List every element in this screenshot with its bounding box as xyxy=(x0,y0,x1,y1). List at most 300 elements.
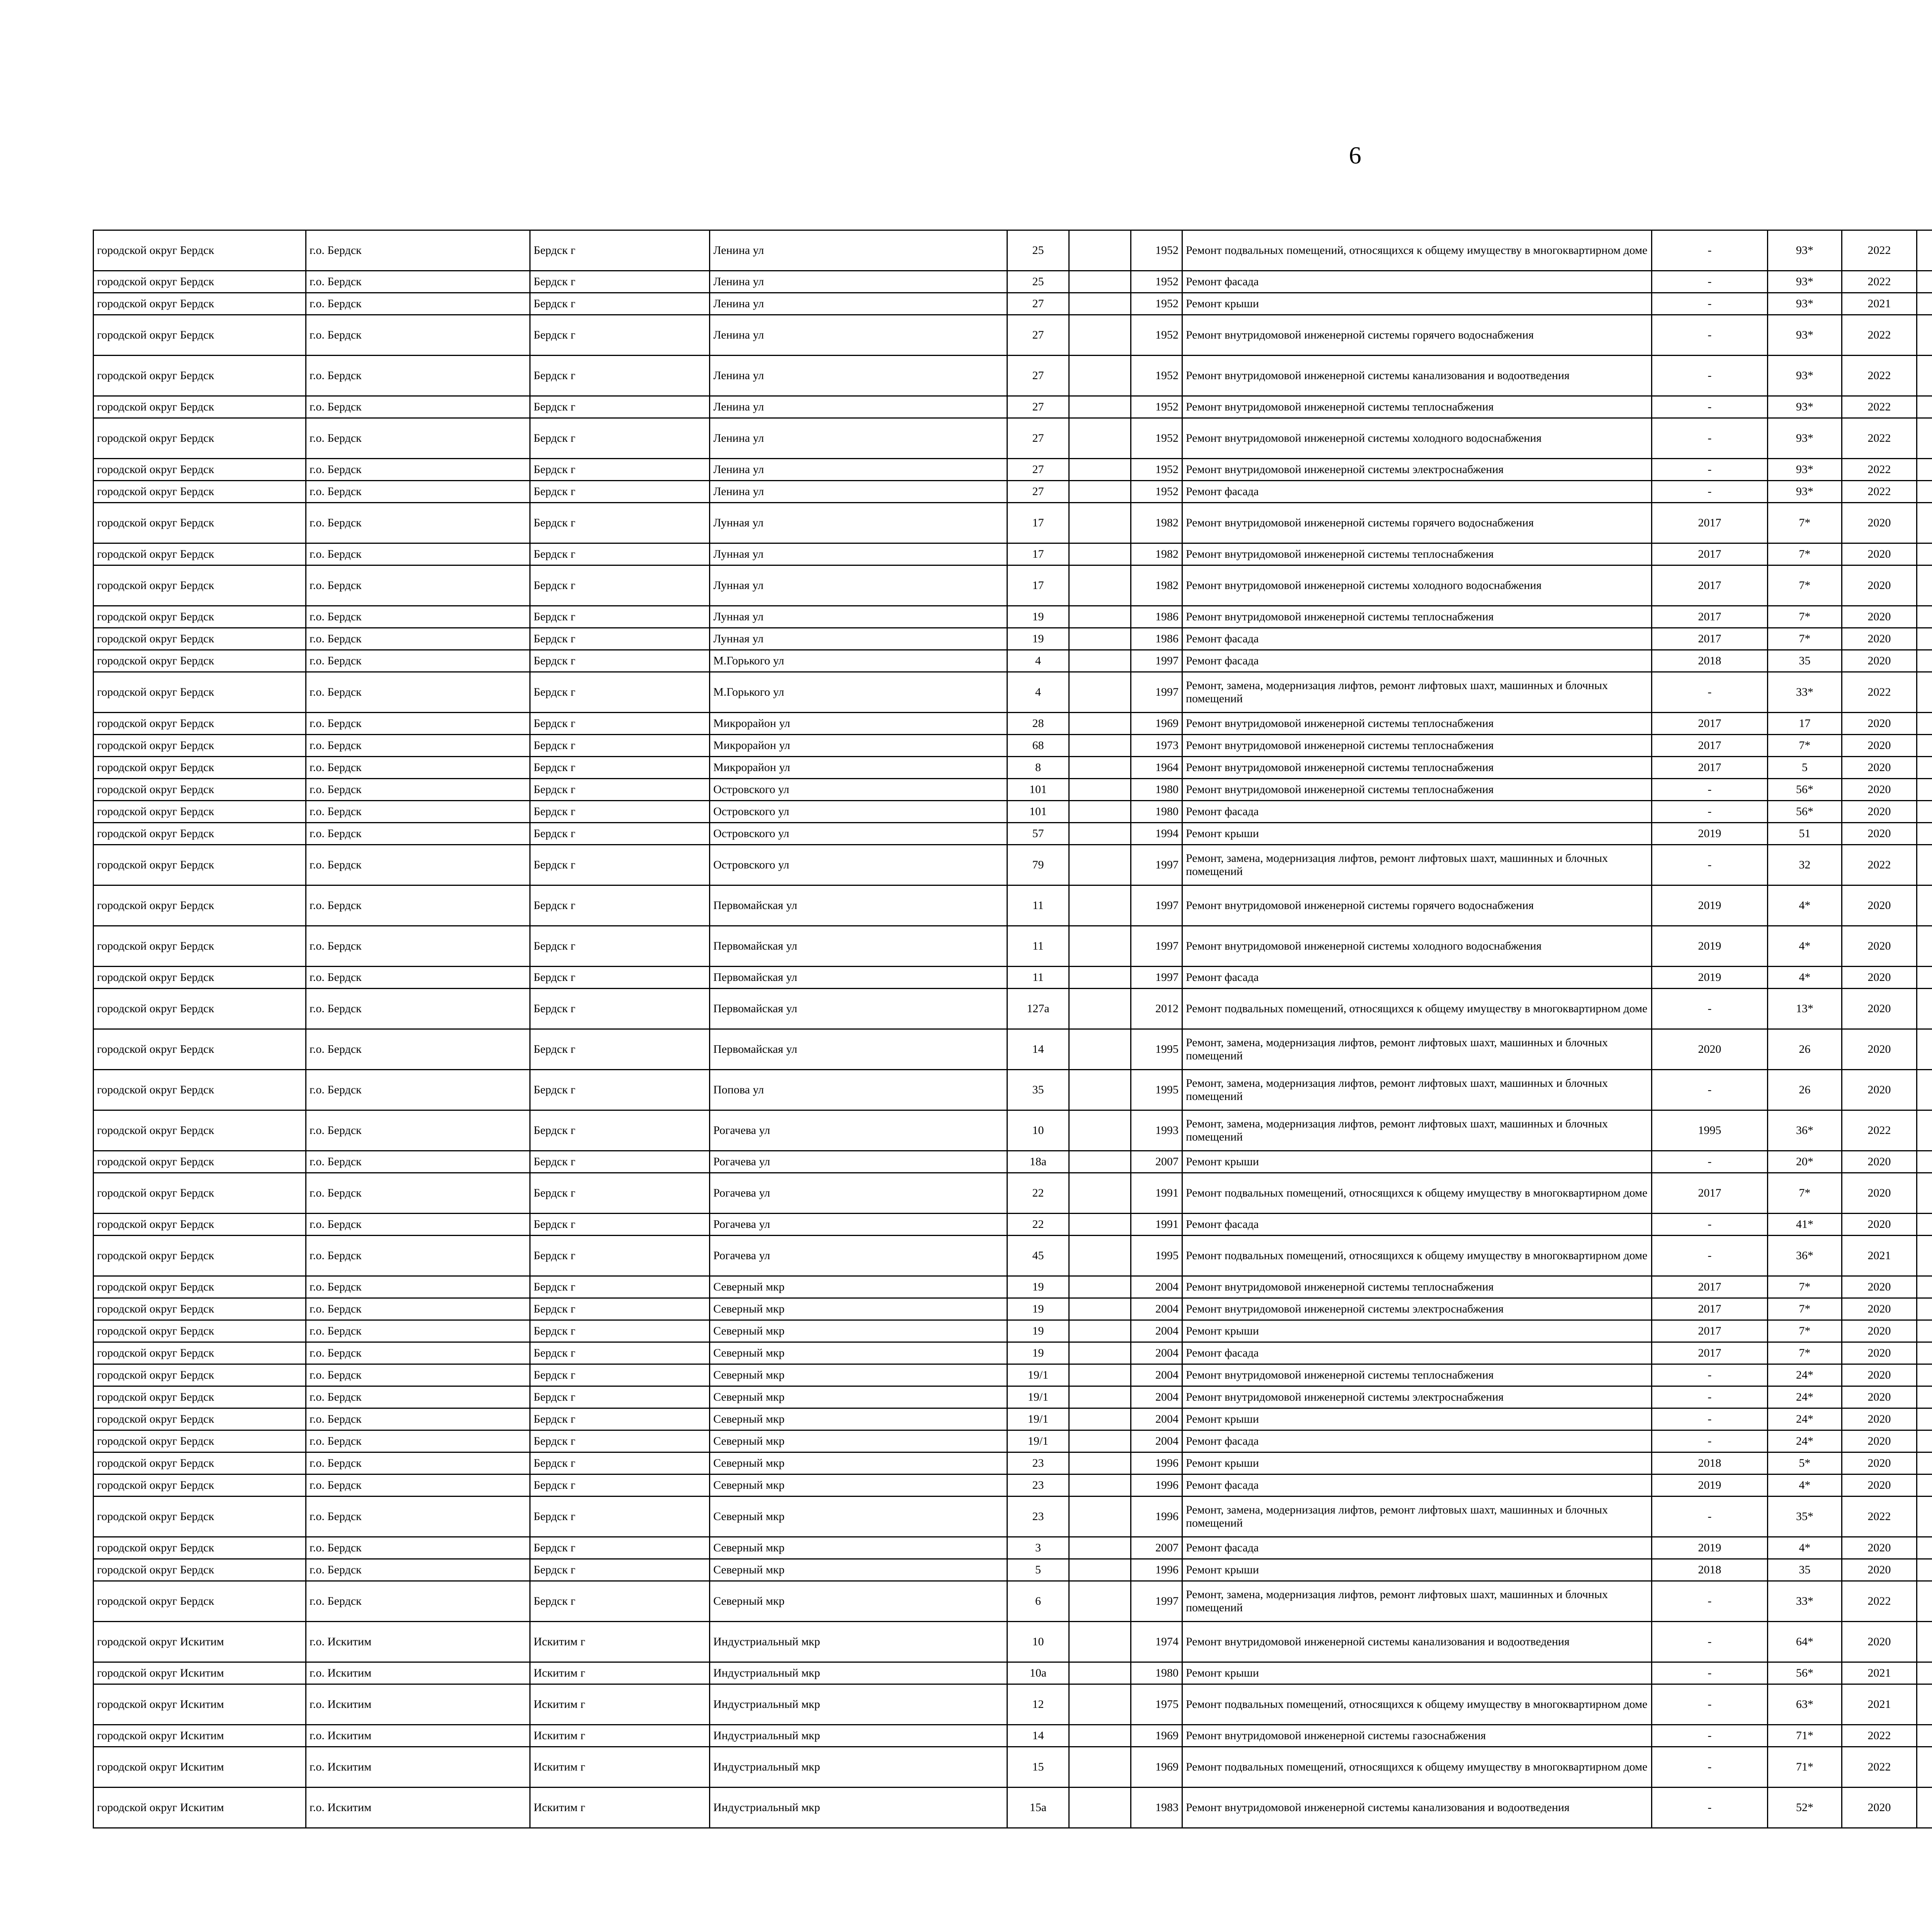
work-type-cell: Ремонт внутридомовой инженерной системы электроснабжения xyxy=(1182,459,1652,481)
end-year-cell xyxy=(1917,356,1932,396)
work-type-cell: Ремонт внутридомовой инженерной системы теплоснабжения xyxy=(1182,735,1652,757)
year-built-cell: 2004 xyxy=(1131,1276,1182,1298)
end-year-cell xyxy=(1917,1788,1932,1828)
end-year-cell xyxy=(1917,1430,1932,1452)
work-type-cell: Ремонт крыши xyxy=(1182,1452,1652,1474)
house-number-cell: 45 xyxy=(1007,1236,1069,1276)
wear-percent-cell: 93* xyxy=(1768,459,1842,481)
settlement-cell: Искитим г xyxy=(530,1662,710,1684)
year-built-cell: 2004 xyxy=(1131,1408,1182,1430)
wear-percent-cell: 7* xyxy=(1768,1173,1842,1214)
last-repair-year-cell: 2017 xyxy=(1652,543,1768,565)
wear-percent-cell: 7* xyxy=(1768,1342,1842,1364)
district-cell: г.о. Бердск xyxy=(306,396,530,418)
wear-percent-cell: 35* xyxy=(1768,1496,1842,1537)
street-cell: Индустриальный мкр xyxy=(710,1622,1007,1662)
last-repair-year-cell: - xyxy=(1652,1747,1768,1788)
wear-percent-cell: 71* xyxy=(1768,1747,1842,1788)
wear-percent-cell: 7* xyxy=(1768,565,1842,606)
work-type-cell: Ремонт крыши xyxy=(1182,1151,1652,1173)
end-year-cell xyxy=(1917,1276,1932,1298)
table-body xyxy=(94,230,1932,1828)
year-built-cell: 1995 xyxy=(1131,1236,1182,1276)
last-repair-year-cell: - xyxy=(1652,1214,1768,1236)
house-number-cell: 15а xyxy=(1007,1788,1069,1828)
municipality-cell: городской округ Бердск xyxy=(94,1320,306,1342)
wear-percent-cell: 20* xyxy=(1768,1151,1842,1173)
settlement-cell: Бердск г xyxy=(530,1029,710,1070)
district-cell: г.о. Бердск xyxy=(306,845,530,885)
last-repair-year-cell: - xyxy=(1652,1581,1768,1622)
wear-percent-cell: 71* xyxy=(1768,1725,1842,1747)
building-cell xyxy=(1069,315,1131,356)
settlement-cell: Бердск г xyxy=(530,1342,710,1364)
building-cell xyxy=(1069,459,1131,481)
year-built-cell: 1952 xyxy=(1131,356,1182,396)
start-year-cell: 2020 xyxy=(1842,823,1917,845)
wear-percent-cell: 17 xyxy=(1768,713,1842,735)
street-cell: Рогачева ул xyxy=(710,1151,1007,1173)
start-year-cell: 2020 xyxy=(1842,628,1917,650)
building-cell xyxy=(1069,989,1131,1029)
house-number-cell: 28 xyxy=(1007,713,1069,735)
settlement-cell: Бердск г xyxy=(530,481,710,503)
building-cell xyxy=(1069,735,1131,757)
building-cell xyxy=(1069,1408,1131,1430)
start-year-cell: 2020 xyxy=(1842,1151,1917,1173)
house-number-cell: 18а xyxy=(1007,1151,1069,1173)
end-year-cell xyxy=(1917,967,1932,989)
wear-percent-cell: 93* xyxy=(1768,230,1842,271)
start-year-cell: 2020 xyxy=(1842,1173,1917,1214)
last-repair-year-cell: - xyxy=(1652,1236,1768,1276)
street-cell: Микрорайон ул xyxy=(710,757,1007,779)
street-cell: М.Горького ул xyxy=(710,650,1007,672)
building-cell xyxy=(1069,823,1131,845)
settlement-cell: Искитим г xyxy=(530,1684,710,1725)
house-number-cell: 27 xyxy=(1007,315,1069,356)
district-cell: г.о. Искитим xyxy=(306,1788,530,1828)
table-row xyxy=(94,1029,1932,1070)
end-year-cell xyxy=(1917,1622,1932,1662)
end-year-cell xyxy=(1917,926,1932,967)
house-number-cell: 12 xyxy=(1007,1684,1069,1725)
wear-percent-cell: 63* xyxy=(1768,1684,1842,1725)
building-cell xyxy=(1069,606,1131,628)
last-repair-year-cell: - xyxy=(1652,1622,1768,1662)
wear-percent-cell: 24* xyxy=(1768,1430,1842,1452)
work-type-cell: Ремонт внутридомовой инженерной системы горячего водоснабжения xyxy=(1182,503,1652,543)
end-year-cell xyxy=(1917,315,1932,356)
settlement-cell: Бердск г xyxy=(530,967,710,989)
building-cell xyxy=(1069,1214,1131,1236)
district-cell: г.о. Искитим xyxy=(306,1662,530,1684)
street-cell: Островского ул xyxy=(710,823,1007,845)
wear-percent-cell: 7* xyxy=(1768,503,1842,543)
work-type-cell: Ремонт, замена, модернизация лифтов, ремонт лифтовых шахт, машинных и блочных помещений xyxy=(1182,845,1652,885)
district-cell: г.о. Бердск xyxy=(306,503,530,543)
street-cell: Лунная ул xyxy=(710,503,1007,543)
start-year-cell: 2020 xyxy=(1842,503,1917,543)
table-row xyxy=(94,967,1932,989)
work-type-cell: Ремонт внутридомовой инженерной системы холодного водоснабжения xyxy=(1182,418,1652,459)
start-year-cell: 2020 xyxy=(1842,1537,1917,1559)
year-built-cell: 2007 xyxy=(1131,1151,1182,1173)
building-cell xyxy=(1069,1474,1131,1496)
settlement-cell: Бердск г xyxy=(530,565,710,606)
table-row xyxy=(94,481,1932,503)
municipality-cell: городской округ Бердск xyxy=(94,418,306,459)
work-type-cell: Ремонт, замена, модернизация лифтов, ремонт лифтовых шахт, машинных и блочных помещений xyxy=(1182,672,1652,713)
house-number-cell: 22 xyxy=(1007,1173,1069,1214)
district-cell: г.о. Бердск xyxy=(306,481,530,503)
end-year-cell xyxy=(1917,801,1932,823)
end-year-cell xyxy=(1917,823,1932,845)
last-repair-year-cell: - xyxy=(1652,396,1768,418)
end-year-cell xyxy=(1917,779,1932,801)
house-number-cell: 27 xyxy=(1007,396,1069,418)
last-repair-year-cell: - xyxy=(1652,271,1768,293)
table-row xyxy=(94,565,1932,606)
end-year-cell xyxy=(1917,650,1932,672)
start-year-cell: 2021 xyxy=(1842,1684,1917,1725)
end-year-cell xyxy=(1917,672,1932,713)
house-number-cell: 27 xyxy=(1007,481,1069,503)
building-cell xyxy=(1069,1386,1131,1408)
municipality-cell: городской округ Бердск xyxy=(94,735,306,757)
building-cell xyxy=(1069,1496,1131,1537)
start-year-cell: 2022 xyxy=(1842,672,1917,713)
district-cell: г.о. Бердск xyxy=(306,1559,530,1581)
settlement-cell: Бердск г xyxy=(530,1430,710,1452)
municipality-cell: городской округ Бердск xyxy=(94,1386,306,1408)
year-built-cell: 1997 xyxy=(1131,885,1182,926)
table-row xyxy=(94,271,1932,293)
district-cell: г.о. Бердск xyxy=(306,967,530,989)
start-year-cell: 2022 xyxy=(1842,845,1917,885)
start-year-cell: 2022 xyxy=(1842,356,1917,396)
year-built-cell: 1997 xyxy=(1131,967,1182,989)
street-cell: Лунная ул xyxy=(710,543,1007,565)
district-cell: г.о. Бердск xyxy=(306,823,530,845)
settlement-cell: Бердск г xyxy=(530,672,710,713)
building-cell xyxy=(1069,628,1131,650)
wear-percent-cell: 4* xyxy=(1768,1474,1842,1496)
house-number-cell: 15 xyxy=(1007,1747,1069,1788)
year-built-cell: 1997 xyxy=(1131,845,1182,885)
start-year-cell: 2022 xyxy=(1842,418,1917,459)
municipality-cell: городской округ Бердск xyxy=(94,271,306,293)
street-cell: Рогачева ул xyxy=(710,1236,1007,1276)
year-built-cell: 1983 xyxy=(1131,1788,1182,1828)
building-cell xyxy=(1069,565,1131,606)
end-year-cell xyxy=(1917,1320,1932,1342)
work-type-cell: Ремонт подвальных помещений, относящихся к общему имуществу в многоквартирном доме xyxy=(1182,989,1652,1029)
building-cell xyxy=(1069,713,1131,735)
work-type-cell: Ремонт внутридомовой инженерной системы теплоснабжения xyxy=(1182,779,1652,801)
wear-percent-cell: 4* xyxy=(1768,1537,1842,1559)
settlement-cell: Бердск г xyxy=(530,650,710,672)
house-number-cell: 17 xyxy=(1007,543,1069,565)
house-number-cell: 17 xyxy=(1007,565,1069,606)
table-row xyxy=(94,1298,1932,1320)
start-year-cell: 2022 xyxy=(1842,315,1917,356)
wear-percent-cell: 56* xyxy=(1768,801,1842,823)
year-built-cell: 1996 xyxy=(1131,1559,1182,1581)
building-cell xyxy=(1069,1581,1131,1622)
street-cell: Северный мкр xyxy=(710,1496,1007,1537)
work-type-cell: Ремонт крыши xyxy=(1182,1662,1652,1684)
building-cell xyxy=(1069,926,1131,967)
street-cell: Лунная ул xyxy=(710,565,1007,606)
district-cell: г.о. Бердск xyxy=(306,1408,530,1430)
building-cell xyxy=(1069,672,1131,713)
municipality-cell: городской округ Бердск xyxy=(94,1452,306,1474)
table-row xyxy=(94,1581,1932,1622)
last-repair-year-cell: - xyxy=(1652,1662,1768,1684)
district-cell: г.о. Бердск xyxy=(306,459,530,481)
year-built-cell: 1952 xyxy=(1131,418,1182,459)
district-cell: г.о. Бердск xyxy=(306,356,530,396)
street-cell: Островского ул xyxy=(710,845,1007,885)
year-built-cell: 1980 xyxy=(1131,779,1182,801)
end-year-cell xyxy=(1917,989,1932,1029)
work-type-cell: Ремонт внутридомовой инженерной системы электроснабжения xyxy=(1182,1386,1652,1408)
work-type-cell: Ремонт подвальных помещений, относящихся к общему имуществу в многоквартирном доме xyxy=(1182,1747,1652,1788)
work-type-cell: Ремонт внутридомовой инженерной системы холодного водоснабжения xyxy=(1182,926,1652,967)
table-row xyxy=(94,1747,1932,1788)
street-cell: Первомайская ул xyxy=(710,1029,1007,1070)
year-built-cell: 1975 xyxy=(1131,1684,1182,1725)
street-cell: Северный мкр xyxy=(710,1559,1007,1581)
table-row xyxy=(94,1474,1932,1496)
district-cell: г.о. Бердск xyxy=(306,1276,530,1298)
settlement-cell: Бердск г xyxy=(530,293,710,315)
year-built-cell: 1997 xyxy=(1131,926,1182,967)
repair-program-table-wrap xyxy=(93,230,1932,1828)
street-cell: Островского ул xyxy=(710,801,1007,823)
work-type-cell: Ремонт внутридомовой инженерной системы теплоснабжения xyxy=(1182,396,1652,418)
year-built-cell: 1969 xyxy=(1131,713,1182,735)
year-built-cell: 1996 xyxy=(1131,1496,1182,1537)
district-cell: г.о. Бердск xyxy=(306,565,530,606)
municipality-cell: городской округ Искитим xyxy=(94,1725,306,1747)
street-cell: Ленина ул xyxy=(710,230,1007,271)
end-year-cell xyxy=(1917,713,1932,735)
end-year-cell xyxy=(1917,1474,1932,1496)
municipality-cell: городской округ Бердск xyxy=(94,606,306,628)
house-number-cell: 14 xyxy=(1007,1029,1069,1070)
year-built-cell: 1997 xyxy=(1131,1581,1182,1622)
last-repair-year-cell: - xyxy=(1652,801,1768,823)
district-cell: г.о. Бердск xyxy=(306,1342,530,1364)
end-year-cell xyxy=(1917,885,1932,926)
wear-percent-cell: 33* xyxy=(1768,1581,1842,1622)
wear-percent-cell: 52* xyxy=(1768,1788,1842,1828)
work-type-cell: Ремонт фасада xyxy=(1182,650,1652,672)
start-year-cell: 2022 xyxy=(1842,459,1917,481)
street-cell: Индустриальный мкр xyxy=(710,1662,1007,1684)
table-row xyxy=(94,543,1932,565)
last-repair-year-cell: - xyxy=(1652,481,1768,503)
settlement-cell: Искитим г xyxy=(530,1725,710,1747)
table-row xyxy=(94,1342,1932,1364)
district-cell: г.о. Бердск xyxy=(306,926,530,967)
last-repair-year-cell: - xyxy=(1652,418,1768,459)
table-row xyxy=(94,1684,1932,1725)
building-cell xyxy=(1069,1110,1131,1151)
district-cell: г.о. Бердск xyxy=(306,543,530,565)
start-year-cell: 2020 xyxy=(1842,1788,1917,1828)
start-year-cell: 2020 xyxy=(1842,1474,1917,1496)
start-year-cell: 2020 xyxy=(1842,1408,1917,1430)
table-row xyxy=(94,672,1932,713)
table-row xyxy=(94,1173,1932,1214)
municipality-cell: городской округ Бердск xyxy=(94,1496,306,1537)
municipality-cell: городской округ Бердск xyxy=(94,1364,306,1386)
work-type-cell: Ремонт внутридомовой инженерной системы электроснабжения xyxy=(1182,1298,1652,1320)
work-type-cell: Ремонт крыши xyxy=(1182,823,1652,845)
year-built-cell: 1952 xyxy=(1131,481,1182,503)
work-type-cell: Ремонт, замена, модернизация лифтов, ремонт лифтовых шахт, машинных и блочных помещений xyxy=(1182,1070,1652,1110)
start-year-cell: 2020 xyxy=(1842,650,1917,672)
house-number-cell: 27 xyxy=(1007,356,1069,396)
work-type-cell: Ремонт фасада xyxy=(1182,1474,1652,1496)
end-year-cell xyxy=(1917,606,1932,628)
work-type-cell: Ремонт крыши xyxy=(1182,293,1652,315)
end-year-cell xyxy=(1917,1581,1932,1622)
settlement-cell: Бердск г xyxy=(530,735,710,757)
municipality-cell: городской округ Бердск xyxy=(94,628,306,650)
house-number-cell: 10а xyxy=(1007,1662,1069,1684)
street-cell: Первомайская ул xyxy=(710,967,1007,989)
settlement-cell: Бердск г xyxy=(530,757,710,779)
start-year-cell: 2022 xyxy=(1842,271,1917,293)
table-row xyxy=(94,823,1932,845)
house-number-cell: 19/1 xyxy=(1007,1430,1069,1452)
district-cell: г.о. Бердск xyxy=(306,1430,530,1452)
start-year-cell: 2022 xyxy=(1842,230,1917,271)
municipality-cell: городской округ Бердск xyxy=(94,230,306,271)
house-number-cell: 19 xyxy=(1007,1320,1069,1342)
year-built-cell: 1986 xyxy=(1131,628,1182,650)
street-cell: Северный мкр xyxy=(710,1298,1007,1320)
settlement-cell: Искитим г xyxy=(530,1747,710,1788)
wear-percent-cell: 41* xyxy=(1768,1214,1842,1236)
end-year-cell xyxy=(1917,1452,1932,1474)
house-number-cell: 4 xyxy=(1007,650,1069,672)
year-built-cell: 1993 xyxy=(1131,1110,1182,1151)
end-year-cell xyxy=(1917,1151,1932,1173)
settlement-cell: Бердск г xyxy=(530,1581,710,1622)
building-cell xyxy=(1069,779,1131,801)
start-year-cell: 2022 xyxy=(1842,1496,1917,1537)
street-cell: Островского ул xyxy=(710,779,1007,801)
municipality-cell: городской округ Бердск xyxy=(94,315,306,356)
street-cell: Северный мкр xyxy=(710,1276,1007,1298)
municipality-cell: городской округ Бердск xyxy=(94,823,306,845)
start-year-cell: 2021 xyxy=(1842,1236,1917,1276)
last-repair-year-cell: 2017 xyxy=(1652,606,1768,628)
wear-percent-cell: 56* xyxy=(1768,1662,1842,1684)
settlement-cell: Бердск г xyxy=(530,230,710,271)
work-type-cell: Ремонт подвальных помещений, относящихся к общему имуществу в многоквартирном доме xyxy=(1182,230,1652,271)
municipality-cell: городской округ Бердск xyxy=(94,565,306,606)
table-row xyxy=(94,418,1932,459)
house-number-cell: 127а xyxy=(1007,989,1069,1029)
year-built-cell: 1964 xyxy=(1131,757,1182,779)
last-repair-year-cell: 2017 xyxy=(1652,713,1768,735)
year-built-cell: 2004 xyxy=(1131,1430,1182,1452)
building-cell xyxy=(1069,801,1131,823)
settlement-cell: Бердск г xyxy=(530,503,710,543)
end-year-cell xyxy=(1917,1386,1932,1408)
municipality-cell: городской округ Бердск xyxy=(94,801,306,823)
wear-percent-cell: 36* xyxy=(1768,1236,1842,1276)
building-cell xyxy=(1069,1559,1131,1581)
last-repair-year-cell: 2017 xyxy=(1652,757,1768,779)
street-cell: Первомайская ул xyxy=(710,926,1007,967)
municipality-cell: городской округ Бердск xyxy=(94,885,306,926)
building-cell xyxy=(1069,1236,1131,1276)
last-repair-year-cell: - xyxy=(1652,1408,1768,1430)
district-cell: г.о. Бердск xyxy=(306,650,530,672)
wear-percent-cell: 35 xyxy=(1768,1559,1842,1581)
district-cell: г.о. Бердск xyxy=(306,1496,530,1537)
municipality-cell: городской округ Бердск xyxy=(94,845,306,885)
municipality-cell: городской округ Бердск xyxy=(94,1029,306,1070)
table-row xyxy=(94,713,1932,735)
work-type-cell: Ремонт внутридомовой инженерной системы горячего водоснабжения xyxy=(1182,315,1652,356)
house-number-cell: 25 xyxy=(1007,230,1069,271)
table-row xyxy=(94,230,1932,271)
table-row xyxy=(94,1662,1932,1684)
district-cell: г.о. Бердск xyxy=(306,1070,530,1110)
work-type-cell: Ремонт фасада xyxy=(1182,967,1652,989)
last-repair-year-cell: - xyxy=(1652,845,1768,885)
work-type-cell: Ремонт подвальных помещений, относящихся к общему имуществу в многоквартирном доме xyxy=(1182,1173,1652,1214)
municipality-cell: городской округ Искитим xyxy=(94,1788,306,1828)
start-year-cell: 2020 xyxy=(1842,1559,1917,1581)
district-cell: г.о. Искитим xyxy=(306,1725,530,1747)
house-number-cell: 27 xyxy=(1007,418,1069,459)
work-type-cell: Ремонт крыши xyxy=(1182,1408,1652,1430)
start-year-cell: 2020 xyxy=(1842,565,1917,606)
building-cell xyxy=(1069,1452,1131,1474)
year-built-cell: 1994 xyxy=(1131,823,1182,845)
end-year-cell xyxy=(1917,1747,1932,1788)
district-cell: г.о. Бердск xyxy=(306,989,530,1029)
end-year-cell xyxy=(1917,1684,1932,1725)
municipality-cell: городской округ Бердск xyxy=(94,1276,306,1298)
start-year-cell: 2020 xyxy=(1842,1298,1917,1320)
district-cell: г.о. Бердск xyxy=(306,418,530,459)
start-year-cell: 2021 xyxy=(1842,1662,1917,1684)
end-year-cell xyxy=(1917,1559,1932,1581)
work-type-cell: Ремонт внутридомовой инженерной системы теплоснабжения xyxy=(1182,1276,1652,1298)
last-repair-year-cell: 2017 xyxy=(1652,1298,1768,1320)
wear-percent-cell: 64* xyxy=(1768,1622,1842,1662)
district-cell: г.о. Бердск xyxy=(306,1173,530,1214)
wear-percent-cell: 33* xyxy=(1768,672,1842,713)
building-cell xyxy=(1069,1788,1131,1828)
end-year-cell xyxy=(1917,735,1932,757)
start-year-cell: 2022 xyxy=(1842,1747,1917,1788)
table-row xyxy=(94,1430,1932,1452)
last-repair-year-cell: 2020 xyxy=(1652,1029,1768,1070)
table-row xyxy=(94,989,1932,1029)
table-row xyxy=(94,1788,1932,1828)
